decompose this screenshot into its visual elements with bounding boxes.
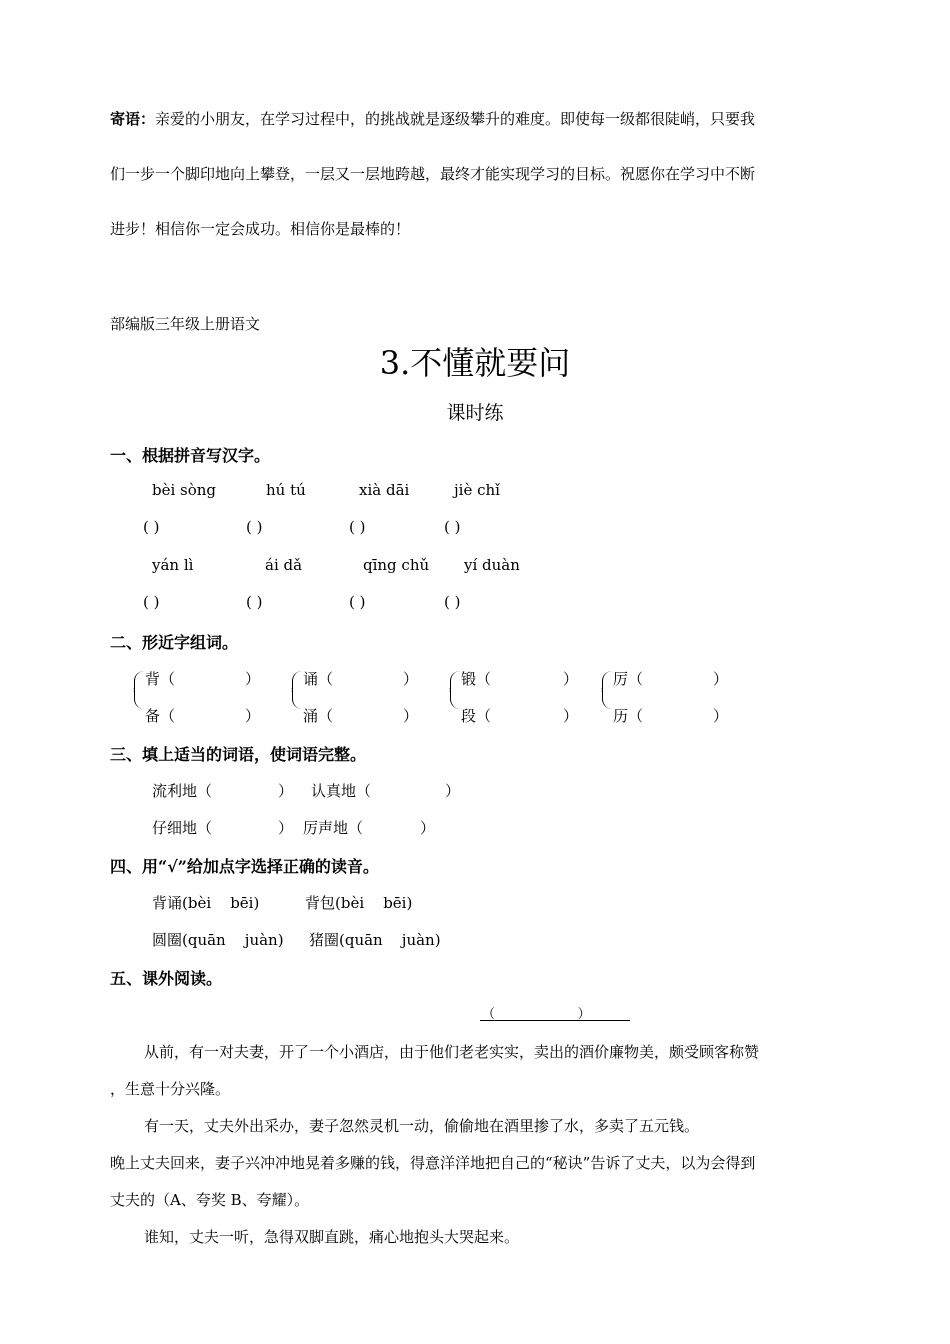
char-item: 厉（ — [613, 670, 644, 688]
close-paren: ） — [713, 707, 729, 725]
brace-icon — [292, 671, 303, 709]
answer-blank: ( ) — [143, 518, 160, 536]
section-3-heading: 三、填上适当的词语，使词语完整。 — [110, 745, 367, 764]
intro-line-1: 寄语：亲爱的小朋友，在学习过程中，的挑战就是逐级攀升的难度。即使每一级都很陡峭，只要我 — [110, 110, 756, 128]
char-item: 备（ — [145, 707, 176, 725]
char-item: 背（ — [145, 670, 176, 688]
word-item: 厉声地（ — [303, 819, 364, 837]
reading-item: 猪圈(quān juàn) — [309, 931, 441, 949]
answer-blank: ( ) — [349, 593, 366, 611]
char-item: 历（ — [613, 707, 644, 725]
pinyin-6: ái dǎ — [265, 556, 303, 574]
intro-line-3: 进步！相信你一定会成功。相信你是最棒的！ — [110, 220, 411, 238]
close-paren: ） — [403, 707, 419, 725]
close-paren: ） — [403, 670, 419, 688]
page-title: 3.不懂就要问 — [379, 344, 571, 382]
pinyin-1: bèi sòng — [152, 481, 217, 499]
intro-line-2: 们一步一个脚印地向上攀登，一层又一层地跨越，最终才能实现学习的目标。祝愿你在学习中不断 — [110, 165, 756, 183]
section-2-heading: 二、形近字组词。 — [110, 633, 239, 652]
passage-title-blank: （ ） — [482, 1007, 591, 1022]
passage-paragraph: 晚上丈夫回来，妻子兴冲冲地晃着多赚的钱，得意洋洋地把自己的“秘诀”告诉了丈夫，以为会得到 — [110, 1154, 756, 1172]
reading-item: 圆圈(quān juàn) — [152, 931, 284, 949]
answer-blank: ( ) — [246, 518, 263, 536]
char-item: 涌（ — [303, 707, 334, 725]
close-paren: ） — [278, 819, 294, 837]
close-paren: ） — [420, 819, 436, 837]
close-paren: ） — [563, 707, 579, 725]
page-subtitle: 课时练 — [446, 402, 504, 424]
close-paren: ） — [245, 707, 261, 725]
section-4-heading: 四、用“√”给加点字选择正确的读音。 — [110, 857, 379, 876]
subject-label: 部编版三年级上册语文 — [110, 315, 261, 333]
answer-blank: ( ) — [444, 593, 461, 611]
pinyin-5: yán lì — [152, 556, 194, 574]
word-item: 流利地（ — [152, 782, 213, 800]
reading-item: 背诵(bèi bēi) — [152, 894, 260, 912]
pinyin-4: jiè chǐ — [454, 481, 500, 499]
passage-paragraph: 丈夫的（A、夸奖 B、夸耀）。 — [110, 1191, 310, 1209]
char-item: 锻（ — [461, 670, 492, 688]
passage-paragraph: 从前，有一对夫妻，开了一个小酒店，由于他们老老实实，卖出的酒价廉物美，颇受顾客称赞 — [144, 1043, 760, 1061]
char-item: 诵（ — [303, 670, 334, 688]
answer-blank: ( ) — [349, 518, 366, 536]
answer-blank: ( ) — [143, 593, 160, 611]
word-item: 仔细地（ — [152, 819, 213, 837]
answer-blank: ( ) — [444, 518, 461, 536]
reading-item: 背包(bèi bēi) — [305, 894, 413, 912]
pinyin-2: hú tú — [266, 481, 306, 499]
close-paren: ） — [713, 670, 729, 688]
section-5-heading: 五、课外阅读。 — [110, 969, 223, 988]
pinyin-7: qīng chǔ — [363, 556, 430, 574]
close-paren: ） — [563, 670, 579, 688]
brace-icon — [134, 671, 145, 709]
pinyin-8: yí duàn — [464, 556, 520, 574]
answer-blank: ( ) — [246, 593, 263, 611]
close-paren: ） — [245, 670, 261, 688]
pinyin-3: xià dāi — [359, 481, 410, 499]
char-item: 段（ — [461, 707, 492, 725]
passage-paragraph: 谁知，丈夫一听，急得双脚直跳，痛心地抱头大哭起来。 — [144, 1228, 520, 1246]
brace-icon — [602, 671, 613, 709]
passage-paragraph: 有一天，丈夫外出采办，妻子忽然灵机一动，偷偷地在酒里掺了水，多卖了五元钱。 — [144, 1117, 700, 1135]
word-item: 认真地（ — [311, 782, 372, 800]
intro-label: 寄语： — [110, 110, 156, 128]
title-underline — [480, 1020, 630, 1021]
close-paren: ） — [445, 782, 461, 800]
brace-icon — [450, 671, 461, 709]
section-1-heading: 一、根据拼音写汉字。 — [110, 446, 271, 465]
close-paren: ） — [278, 782, 294, 800]
passage-paragraph: ，生意十分兴隆。 — [110, 1080, 231, 1098]
